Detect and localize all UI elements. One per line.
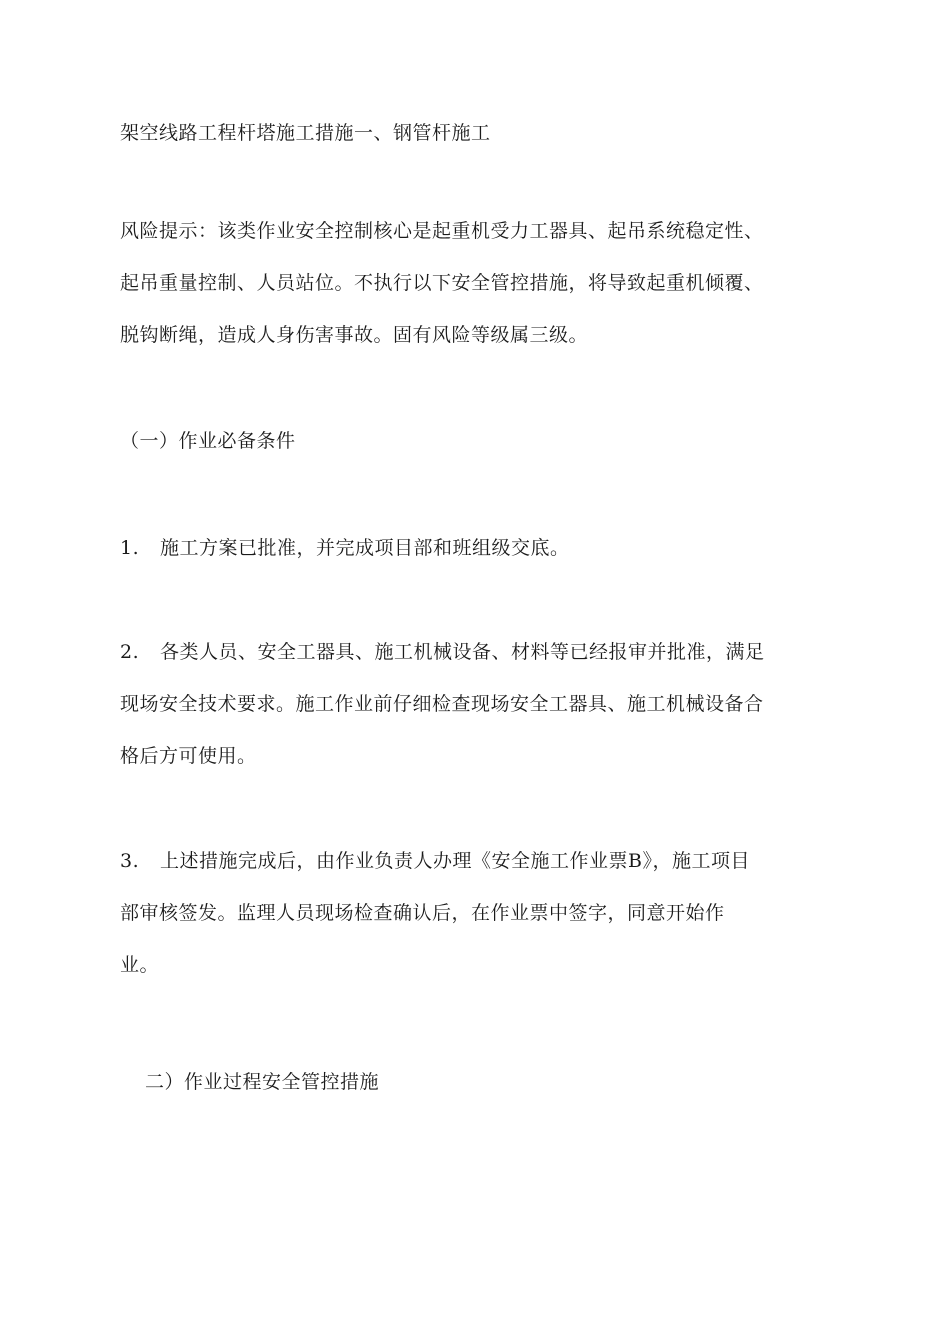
list-item-2 (120, 639, 765, 665)
risk-text-line-1: 风险提示：该类作业安全控制核心是起重机受力工器具、起吊系统稳定性、 (120, 220, 764, 242)
list-item-number: 1. (120, 537, 140, 559)
list-item-2-line-3: 格后方可使用。 (120, 745, 257, 767)
list-item-text: 施工方案已批准，并完成项目部和班组级交底。 (160, 537, 570, 559)
risk-text-line-3: 脱钩断绳，造成人身伤害事故。固有风险等级属三级。 (120, 324, 589, 346)
section-heading-1: （一）作业必备条件 (120, 430, 296, 452)
list-item-2-line-2: 现场安全技术要求。施工作业前仔细检查现场安全工器具、施工机械设备合 (120, 693, 764, 715)
document-title: 架空线路工程杆塔施工措施一、钢管杆施工 (120, 122, 491, 144)
section-heading-2: 二）作业过程安全管控措施 (145, 1071, 380, 1093)
list-item-3-line-2: 部审核签发。监理人员现场检查确认后，在作业票中签字，同意开始作 (120, 902, 725, 924)
list-item-3-line-3: 业。 (120, 954, 160, 976)
risk-text-line-2: 起吊重量控制、人员站位。不执行以下安全管控措施，将导致起重机倾覆、 (120, 272, 764, 294)
list-item-number: 2. (120, 641, 140, 663)
list-item-text: 各类人员、安全工器具、施工机械设备、材料等已经报审并批准，满足 (160, 641, 765, 663)
list-item-3 (120, 848, 750, 874)
list-item-1 (120, 535, 570, 561)
list-item-number: 3. (120, 850, 140, 872)
list-item-text: 上述措施完成后，由作业负责人办理《安全施工作业票B》，施工项目 (160, 850, 750, 872)
